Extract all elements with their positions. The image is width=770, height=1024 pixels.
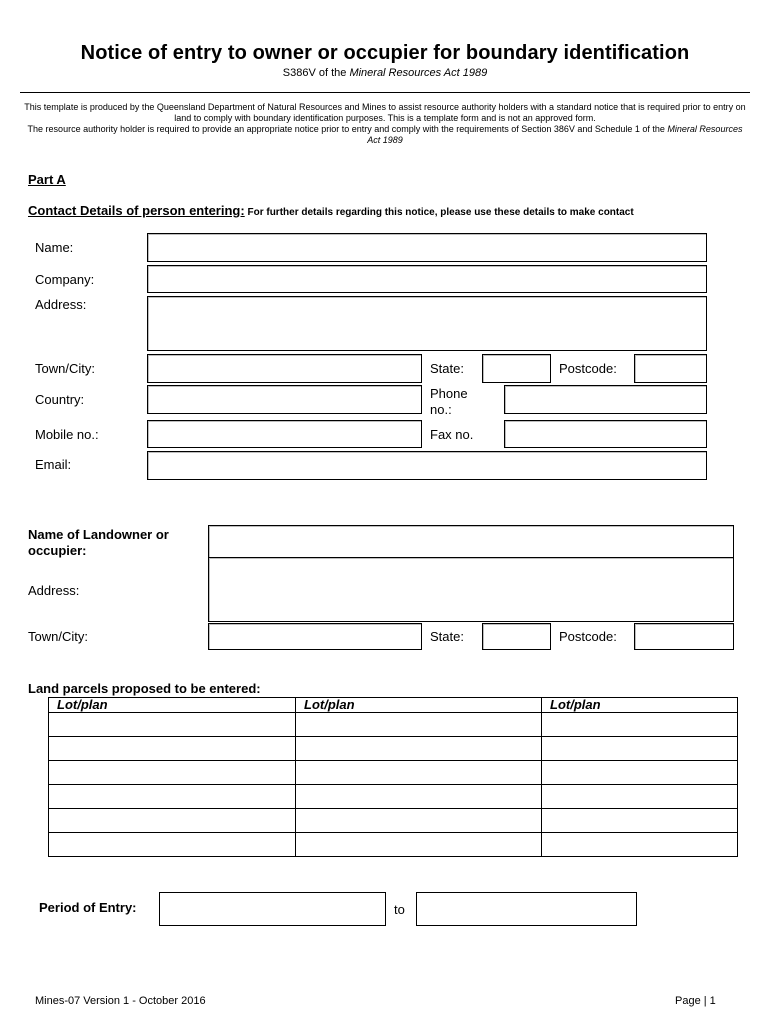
landowner-town-label: Town/City: bbox=[28, 629, 88, 644]
phone-label-line-1: Phone bbox=[430, 386, 468, 401]
table-row bbox=[49, 713, 738, 737]
state-field[interactable] bbox=[482, 354, 551, 383]
parcel-cell[interactable] bbox=[542, 785, 738, 809]
intro-line-2 bbox=[24, 124, 746, 146]
parcel-cell[interactable] bbox=[542, 809, 738, 833]
landowner-postcode-label: Postcode: bbox=[559, 629, 617, 644]
parcel-cell[interactable] bbox=[49, 809, 296, 833]
postcode-field[interactable] bbox=[634, 354, 707, 383]
table-row bbox=[49, 833, 738, 857]
intro-line-2-prefix: The resource authority holder is required to provide an appropriate notice prior to entry and comply with the requirements of Section 386V and Schedule 1 of the bbox=[27, 124, 668, 134]
parcels-col-3-header: Lot/plan bbox=[542, 698, 738, 713]
parcels-table bbox=[48, 697, 738, 857]
contact-heading-note: For further details regarding this notice, please use these details to make contact bbox=[244, 207, 634, 218]
company-label: Company: bbox=[35, 272, 95, 287]
landowner-name-label-line-1: Name of Landowner or bbox=[28, 527, 169, 542]
intro-line-1: This template is produced by the Queensland Department of Natural Resources and Mines to assist resource authority holders with a standard notice that is required prior to entry on land to comply with boundary identification purposes. This is a template form and is not an approved form. bbox=[24, 102, 746, 123]
period-end-field[interactable] bbox=[416, 892, 637, 926]
phone-label-line-2: no.: bbox=[430, 402, 452, 417]
page-title: Notice of entry to owner or occupier for boundary identification bbox=[80, 42, 690, 64]
fax-field[interactable] bbox=[504, 420, 707, 448]
parcel-cell[interactable] bbox=[296, 785, 542, 809]
page-subtitle bbox=[0, 67, 770, 79]
parcel-cell[interactable] bbox=[49, 833, 296, 857]
country-field[interactable] bbox=[147, 385, 422, 414]
contact-heading-title: Contact Details of person entering: bbox=[28, 203, 245, 218]
intro-line-2-act: Mineral Resources Act 1989 bbox=[367, 124, 743, 145]
parcel-cell[interactable] bbox=[296, 761, 542, 785]
parcel-cell[interactable] bbox=[49, 713, 296, 737]
contact-heading bbox=[28, 203, 634, 218]
landowner-name-label bbox=[28, 527, 169, 559]
parcel-cell[interactable] bbox=[296, 809, 542, 833]
footer-version: Mines-07 Version 1 - October 2016 bbox=[35, 995, 206, 1007]
country-label: Country: bbox=[35, 392, 85, 407]
period-label: Period of Entry: bbox=[39, 900, 137, 915]
table-row bbox=[49, 761, 738, 785]
name-field[interactable] bbox=[147, 233, 707, 262]
parcel-cell[interactable] bbox=[542, 737, 738, 761]
landowner-state-label: State: bbox=[430, 629, 464, 644]
table-row bbox=[49, 737, 738, 761]
parcels-heading: Land parcels proposed to be entered: bbox=[28, 681, 261, 696]
postcode-label: Postcode: bbox=[559, 361, 617, 376]
state-label: State: bbox=[430, 361, 464, 376]
parcel-cell[interactable] bbox=[542, 761, 738, 785]
subtitle-act: Mineral Resources Act 1989 bbox=[349, 67, 488, 79]
parcel-cell[interactable] bbox=[542, 833, 738, 857]
town-field[interactable] bbox=[147, 354, 422, 383]
email-field[interactable] bbox=[147, 451, 707, 480]
period-start-field[interactable] bbox=[159, 892, 386, 926]
name-label: Name: bbox=[35, 240, 74, 255]
landowner-address-field[interactable] bbox=[208, 557, 734, 622]
phone-field[interactable] bbox=[504, 385, 707, 414]
landowner-name-label-line-2: occupier: bbox=[28, 543, 87, 558]
parcel-cell[interactable] bbox=[49, 761, 296, 785]
parcels-header-row bbox=[49, 698, 738, 713]
table-row bbox=[49, 785, 738, 809]
landowner-state-field[interactable] bbox=[482, 623, 551, 650]
landowner-address-label: Address: bbox=[28, 583, 80, 598]
parcel-cell[interactable] bbox=[49, 785, 296, 809]
email-label: Email: bbox=[35, 457, 72, 472]
phone-label bbox=[430, 386, 468, 418]
table-row bbox=[49, 809, 738, 833]
parcel-cell[interactable] bbox=[296, 737, 542, 761]
mobile-label: Mobile no.: bbox=[35, 427, 99, 442]
parcel-cell[interactable] bbox=[542, 713, 738, 737]
town-label: Town/City: bbox=[35, 361, 95, 376]
landowner-name-field[interactable] bbox=[208, 525, 734, 558]
footer-page-number: Page | 1 bbox=[675, 995, 716, 1007]
parcel-cell[interactable] bbox=[49, 737, 296, 761]
parcels-col-2-header: Lot/plan bbox=[296, 698, 542, 713]
parcel-cell[interactable] bbox=[296, 833, 542, 857]
parcels-col-1-header: Lot/plan bbox=[49, 698, 296, 713]
address-field[interactable] bbox=[147, 296, 707, 351]
landowner-town-field[interactable] bbox=[208, 623, 422, 650]
address-label: Address: bbox=[35, 297, 87, 312]
company-field[interactable] bbox=[147, 265, 707, 293]
subtitle-prefix: S386V of the bbox=[282, 67, 350, 79]
period-to-label: to bbox=[394, 902, 405, 917]
landowner-postcode-field[interactable] bbox=[634, 623, 734, 650]
part-a-heading: Part A bbox=[28, 172, 66, 187]
header-divider bbox=[20, 92, 750, 93]
fax-label: Fax no. bbox=[430, 427, 474, 442]
parcel-cell[interactable] bbox=[296, 713, 542, 737]
intro-text bbox=[24, 102, 746, 146]
mobile-field[interactable] bbox=[147, 420, 422, 448]
